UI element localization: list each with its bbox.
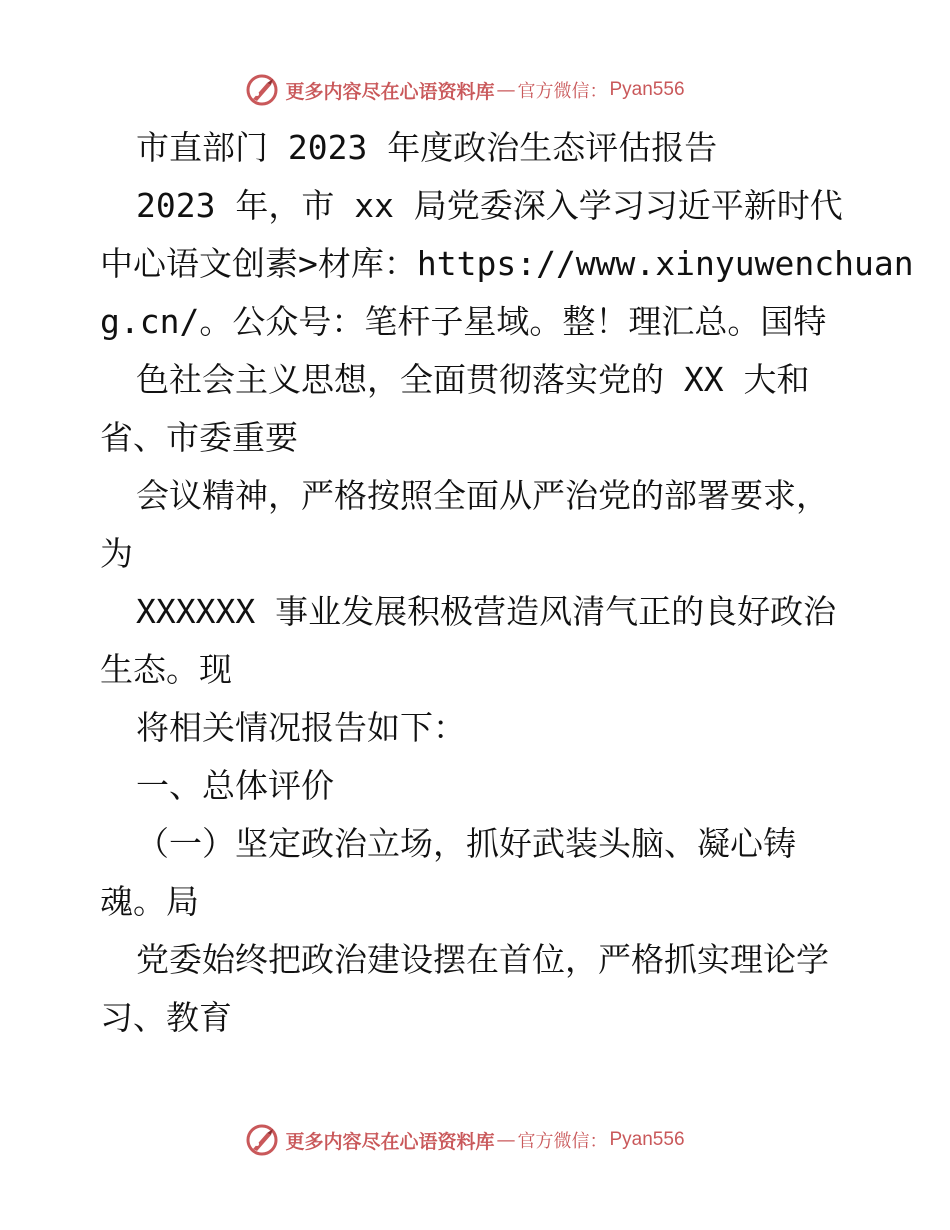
doc-line: g.cn/。公众号：笔杆子星域。整！理汇总。国特 bbox=[100, 302, 827, 341]
doc-line: 为 bbox=[100, 534, 133, 573]
watermark-wechat-id: Pyan556 bbox=[609, 79, 685, 100]
watermark-wechat-label: 官方微信： bbox=[517, 81, 608, 102]
doc-line: 将相关情况报告如下： bbox=[136, 708, 466, 747]
doc-line: 色社会主义思想，全面贯彻落实党的 XX 大和 bbox=[136, 360, 810, 399]
watermark-wechat-id: Pyan556 bbox=[609, 1129, 685, 1150]
doc-title: 市直部门 2023 年度政治生态评估报告 bbox=[136, 128, 718, 167]
watermark-separator: — bbox=[496, 79, 516, 101]
pen-logo-icon bbox=[245, 73, 279, 107]
subsection-heading: （一）坚定政治立场，抓好武装头脑、凝心铸 bbox=[136, 824, 796, 863]
doc-line: 魂。局 bbox=[100, 882, 199, 921]
doc-line: 党委始终把政治建设摆在首位，严格抓实理论学 bbox=[136, 940, 829, 979]
doc-line: 习、教育 bbox=[100, 998, 232, 1037]
doc-line: 中心语文创素>材库：https://www.xinyuwenchuan bbox=[100, 244, 914, 283]
doc-line: 生态。现 bbox=[100, 650, 232, 689]
section-heading: 一、总体评价 bbox=[136, 766, 334, 805]
watermark-wechat-label: 官方微信： bbox=[517, 1131, 608, 1152]
doc-line: 2023 年，市 xx 局党委深入学习习近平新时代 bbox=[136, 186, 843, 225]
footer-watermark bbox=[0, 1120, 950, 1160]
pen-logo-icon bbox=[245, 1123, 279, 1157]
watermark-main-text: 更多内容尽在心语资料库 bbox=[285, 80, 495, 103]
watermark-main-text: 更多内容尽在心语资料库 bbox=[285, 1130, 495, 1153]
header-watermark bbox=[0, 70, 950, 110]
watermark-separator: — bbox=[496, 1129, 516, 1151]
doc-line: 省、市委重要 bbox=[100, 418, 298, 457]
doc-line: 会议精神，严格按照全面从严治党的部署要求， bbox=[136, 476, 829, 515]
doc-line: XXXXXX 事业发展积极营造风清气正的良好政治 bbox=[136, 592, 837, 631]
